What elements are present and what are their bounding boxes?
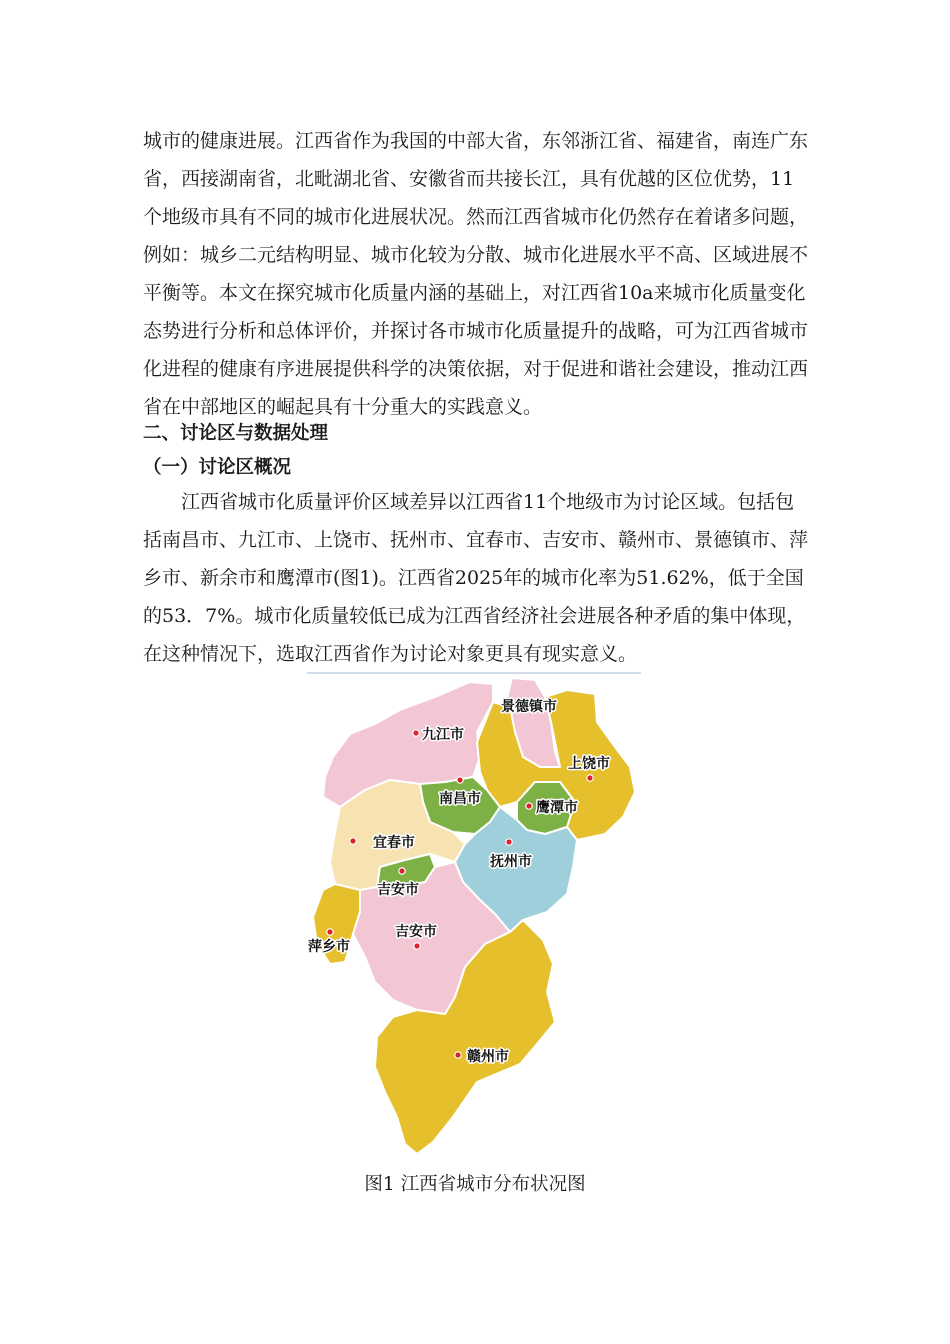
city-label-shangrao: 上饶市 xyxy=(568,756,610,772)
city-marker-xinyu xyxy=(399,868,405,874)
city-marker-yichun xyxy=(350,838,356,844)
city-label-jiujiang: 九江市 xyxy=(422,727,464,743)
city-marker-ganzhou xyxy=(455,1052,461,1058)
city-marker-shangrao xyxy=(587,775,593,781)
city-marker-nanchang xyxy=(457,777,463,783)
paragraph-intro xyxy=(143,122,813,426)
city-label-fuzhou: 抚州市 xyxy=(490,854,532,870)
subsection-heading: （一）讨论区概况 xyxy=(143,457,292,478)
city-marker-pingxiang xyxy=(327,929,333,935)
paragraph-study-area-text: 江西省城市化质量评价区域差异以江西省11个地级市为讨论区域。包括包括南昌市、九江市、上饶市、抚州市、宜春市、吉安市、赣州市、景德镇市、萍乡市、新余市和鹰潭市(图1)。江西省2025年的城市化率为51.62%，低于全国的53．7%。城市化质量较低已成为江西省经济社会进展各种矛盾的集中体现，在这种情况下，选取江西省作为讨论对象更具有现实意义。 xyxy=(143,491,809,665)
city-label-jian: 吉安市 xyxy=(395,924,437,940)
jiangxi-city-map xyxy=(305,672,643,1154)
city-label-yingtan: 鹰潭市 xyxy=(536,800,578,816)
city-label-nanchang: 南昌市 xyxy=(439,791,481,807)
city-marker-jian xyxy=(414,943,420,949)
paragraph-intro-text: 城市的健康进展。江西省作为我国的中部大省，东邻浙江省、福建省，南连广东省，西接湖南省，北毗湖北省、安徽省而共接长江，具有优越的区位优势，11个地级市具有不同的城市化进展状况。然而江西省城市化仍然存在着诸多问题，例如：城乡二元结构明显、城市化较为分散、城市化进展水平不高、区域进展不平衡等。本文在探究城市化质量内涵的基础上，对江西省10a来城市化质量变化态势进行分析和总体评价，并探讨各市城市化质量提升的战略，可为江西省城市化进程的健康有序进展提供科学的决策依据，对于促进和谐社会建设，推动江西省在中部地区的崛起具有十分重大的实践意义。 xyxy=(143,130,809,418)
city-marker-jiujiang xyxy=(413,730,419,736)
section-heading: 二、讨论区与数据处理 xyxy=(143,423,329,444)
city-marker-yingtan xyxy=(526,803,532,809)
city-label-pingxiang: 萍乡市 xyxy=(308,939,350,955)
city-label-jingdezhen: 景德镇市 xyxy=(501,699,557,715)
city-marker-fuzhou xyxy=(506,839,512,845)
city-label-xinyu: 吉安市 xyxy=(377,882,419,898)
city-label-yichun: 宜春市 xyxy=(373,835,415,851)
figure-caption: 图1 江西省城市分布状况图 xyxy=(364,1174,586,1195)
city-label-ganzhou: 赣州市 xyxy=(467,1049,509,1065)
paragraph-study-area xyxy=(143,483,813,673)
